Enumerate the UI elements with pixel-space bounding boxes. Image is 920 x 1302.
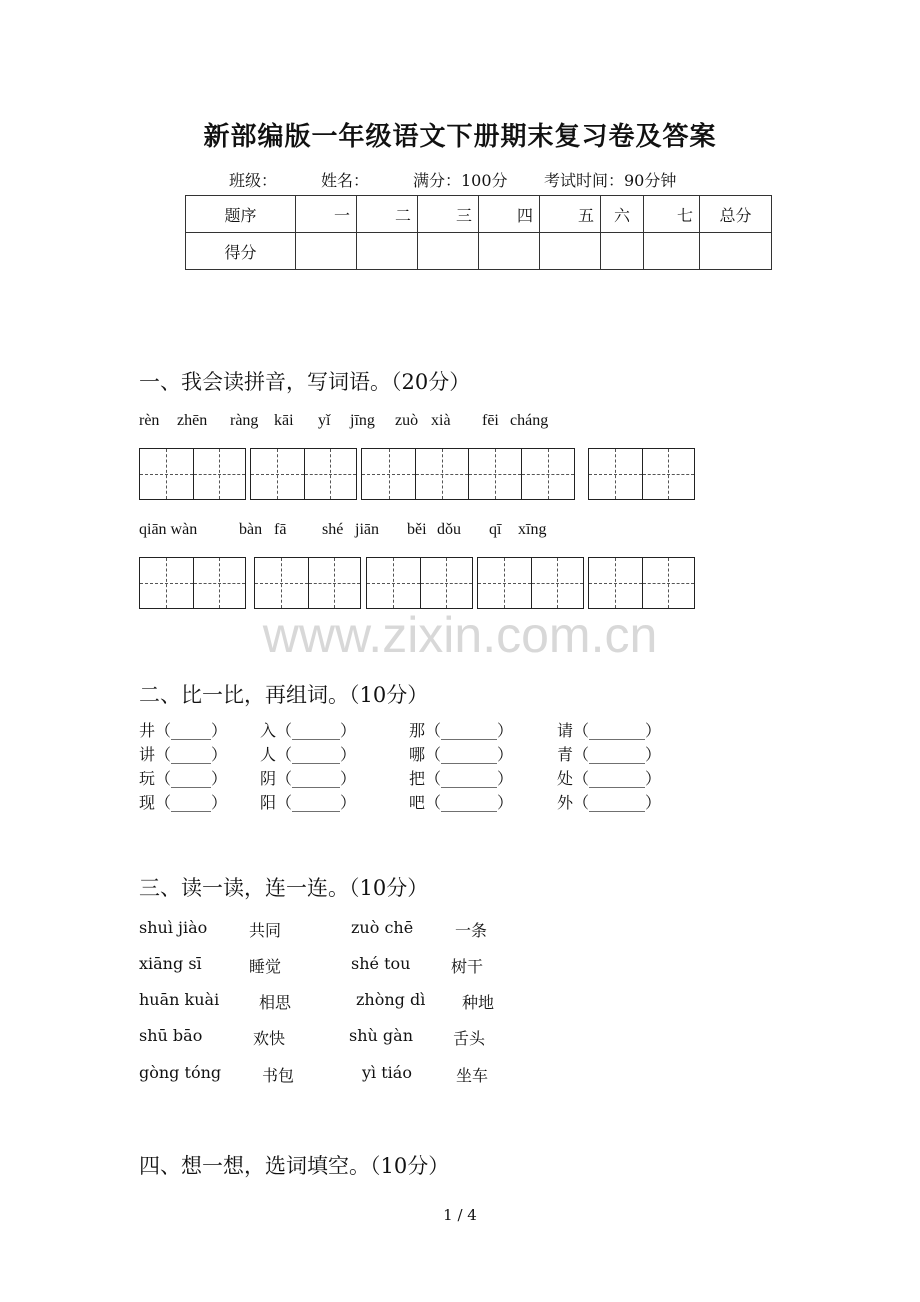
page-title: 新部编版一年级语文下册期末复习卷及答案: [203, 122, 717, 152]
pinyin-label: jīng: [350, 412, 375, 429]
match-item: 共同: [249, 921, 282, 940]
score-input-cell[interactable]: [700, 233, 772, 270]
writing-grid[interactable]: [588, 557, 695, 609]
writing-grid[interactable]: [139, 557, 246, 609]
score-table-score-row: [186, 233, 772, 270]
word-item: 人（______）: [260, 745, 357, 764]
pinyin-label: cháng: [510, 412, 549, 429]
match-item: 舌头: [453, 1029, 486, 1048]
pinyin-label: ràng: [230, 412, 259, 429]
word-item: 阴（______）: [260, 769, 357, 788]
header-cell: 题序: [186, 196, 296, 233]
word-item: 哪（_______）: [409, 745, 514, 764]
section4-title: 四、想一想，选词填空。（10分）: [139, 1154, 450, 1178]
match-item: 书包: [262, 1066, 295, 1085]
match-item: gòng tóng: [139, 1063, 222, 1082]
match-item: 欢快: [253, 1029, 286, 1048]
score-input-cell[interactable]: [601, 233, 644, 270]
word-item: 现（_____）: [139, 793, 228, 812]
section3-title: 三、读一读，连一连。（10分）: [139, 876, 429, 900]
full-score-label: 满分：100分: [413, 171, 508, 190]
section1-title: 一、我会读拼音，写词语。（20分）: [139, 370, 471, 394]
header-cell: 一: [296, 196, 357, 233]
word-item: 阳（______）: [260, 793, 357, 812]
match-item: shū bāo: [139, 1026, 203, 1045]
pinyin-label: rèn: [139, 412, 160, 429]
writing-grid[interactable]: [588, 448, 695, 500]
word-item: 井（_____）: [139, 721, 228, 740]
score-input-cell[interactable]: [296, 233, 357, 270]
score-input-cell[interactable]: [479, 233, 540, 270]
header-cell: 总分: [700, 196, 772, 233]
header-cell: 四: [479, 196, 540, 233]
word-item: 入（______）: [260, 721, 357, 740]
writing-grid[interactable]: [366, 557, 473, 609]
header-cell: 二: [357, 196, 418, 233]
match-item: shé tou: [351, 954, 411, 973]
word-item: 吧（_______）: [409, 793, 514, 812]
match-item: 睡觉: [249, 957, 282, 976]
pinyin-label: jiān: [355, 521, 379, 538]
pinyin-label: běi: [407, 521, 427, 538]
score-input-cell[interactable]: [540, 233, 601, 270]
match-item: xiāng sī: [139, 954, 202, 973]
score-input-cell[interactable]: [357, 233, 418, 270]
pinyin-label: dǒu: [437, 521, 461, 538]
match-item: yì tiáo: [362, 1063, 412, 1082]
writing-grid[interactable]: [250, 448, 357, 500]
class-label: 班级：: [229, 171, 278, 190]
pinyin-label: xīng: [518, 521, 547, 538]
match-item: 坐车: [456, 1066, 489, 1085]
pinyin-label: zhēn: [177, 412, 208, 429]
writing-grid[interactable]: [361, 448, 575, 500]
pinyin-label: shé: [322, 521, 344, 538]
header-cell: 五: [540, 196, 601, 233]
word-item: 把（_______）: [409, 769, 514, 788]
score-row-label: 得分: [186, 233, 296, 270]
match-item: 相思: [259, 993, 292, 1012]
pinyin-label: fēi: [482, 412, 499, 429]
match-item: zhòng dì: [356, 990, 426, 1009]
exam-time-label: 考试时间：90分钟: [544, 171, 677, 190]
writing-grid[interactable]: [139, 448, 246, 500]
name-label: 姓名：: [321, 171, 370, 190]
word-item: 那（_______）: [409, 721, 514, 740]
writing-grid[interactable]: [477, 557, 584, 609]
word-item: 外（_______）: [557, 793, 662, 812]
score-input-cell[interactable]: [418, 233, 479, 270]
match-item: zuò chē: [351, 918, 414, 937]
pinyin-label: bàn: [239, 521, 263, 538]
pinyin-label: xià: [431, 412, 451, 429]
section2-title: 二、比一比，再组词。（10分）: [139, 683, 429, 707]
pinyin-label: zuò: [395, 412, 419, 429]
header-cell: 三: [418, 196, 479, 233]
pinyin-label: qiān wàn: [139, 521, 198, 538]
header-cell: 七: [644, 196, 700, 233]
match-item: 一条: [455, 921, 488, 940]
pinyin-label: kāi: [274, 412, 294, 429]
match-item: shuì jiào: [139, 918, 208, 937]
header-cell: 六: [601, 196, 644, 233]
word-item: 讲（_____）: [139, 745, 228, 764]
pinyin-label: yǐ: [318, 412, 331, 429]
word-item: 青（_______）: [557, 745, 662, 764]
match-item: 种地: [462, 993, 495, 1012]
writing-grid[interactable]: [254, 557, 361, 609]
score-table: [185, 195, 772, 270]
score-table-header-row: [186, 196, 772, 233]
word-item: 处（_______）: [557, 769, 662, 788]
word-item: 玩（_____）: [139, 769, 228, 788]
pinyin-label: fā: [274, 521, 287, 538]
match-item: shù gàn: [349, 1026, 413, 1045]
match-item: 树干: [451, 957, 484, 976]
score-input-cell[interactable]: [644, 233, 700, 270]
word-item: 请（_______）: [557, 721, 662, 740]
watermark: www.zixin.com.cn: [262, 607, 658, 663]
page-number: 1 / 4: [443, 1206, 477, 1224]
pinyin-label: qī: [489, 521, 502, 538]
match-item: huān kuài: [139, 990, 220, 1009]
